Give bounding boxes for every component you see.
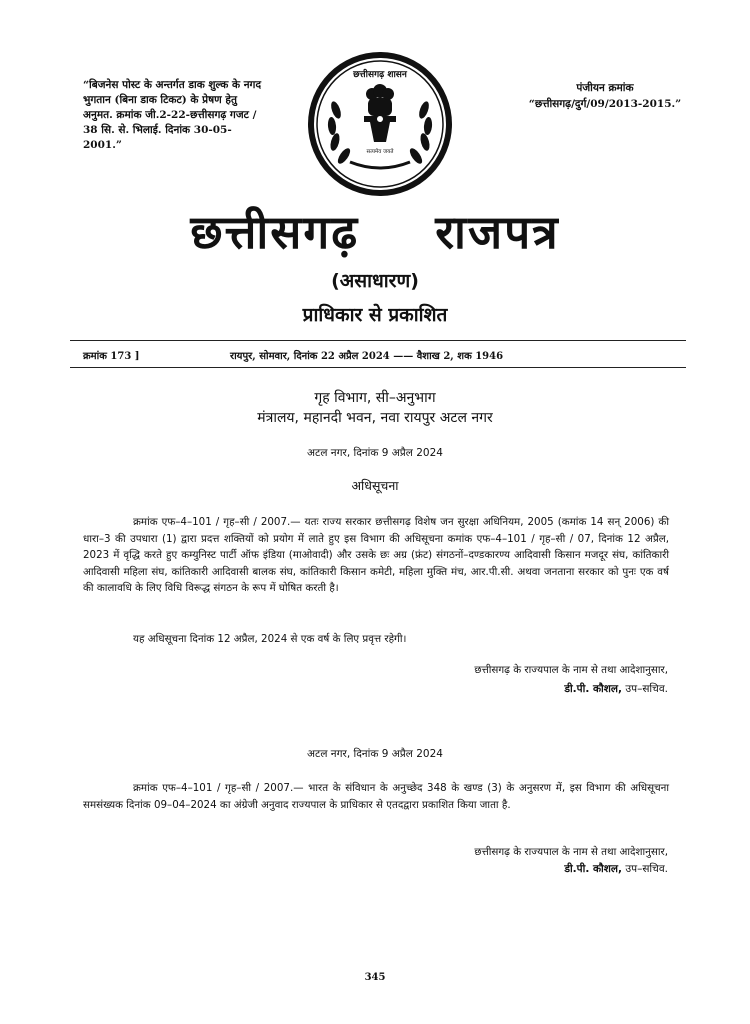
notice2-text: क्रमांक एफ–4–101 / गृह–सी / 2007.— भारत के संविधान के अनुच्छेद 348 के खण्ड (3) के अनुसरण में, इस विभाग की अधिसूचना समसंख्यक दिनांक 09–04–2024 का अंग्रेजी अनुवाद राज्यपाल के प्राधिकार से एतदद्वारा प्रकाशित किया जाता है. bbox=[83, 782, 669, 811]
notice1-signatory bbox=[300, 682, 668, 696]
notice2-date: अटल नगर, दिनांक 9 अप्रैल 2024 bbox=[307, 748, 443, 760]
registration-block bbox=[505, 80, 705, 112]
postal-note: “बिजनेस पोस्ट के अन्तर्गत डाक शुल्क के नगद भुगतान (बिना डाक टिकट) के प्रेषण हेतु अनुमत. क्रमांक जी.2-22-छत्तीसगढ़ गजट / 38 सि. से. भिलाई. दिनांक 30-05-2001.” bbox=[83, 79, 262, 151]
gazette-title-part2: राजपत्र bbox=[435, 205, 560, 259]
notice-heading: अधिसूचना bbox=[351, 478, 399, 493]
notice1-signature-line: छत्तीसगढ़ के राज्यपाल के नाम से तथा आदेशानुसार, bbox=[474, 664, 668, 676]
registration-label: पंजीयन क्रमांक bbox=[576, 82, 634, 94]
published-by: प्राधिकार से प्रकाशित bbox=[302, 304, 448, 326]
notice2-signatory bbox=[300, 862, 668, 876]
notice2-signature-line: छत्तीसगढ़ के राज्यपाल के नाम से तथा आदेशानुसार, bbox=[474, 846, 668, 858]
issue-number: क्रमांक 173 ] bbox=[83, 351, 140, 362]
notice1-text: क्रमांक एफ–4–101 / गृह–सी / 2007.— यतः राज्य सरकार छत्तीसगढ़ विशेष जन सुरक्षा अधिनियम, 2005 (कमांक 14 सन् 2006) की धारा–3 की उपधारा (1) द्वारा प्रदत्त शक्तियों को प्रयोग में लाते हुए इस विभाग की अधिसूचना कमांक एफ–4–101 / गृह–सी / 07, दिनांक 12 अप्रैल, 2023 में वृद्धि करते हुए कम्युनिस्ट पार्टी ऑफ इंडिया (माओवादी) और उसके छः अग्र (फ्रंट) संगठनों–दण्डकारण्य आदिवासी किसान मजदूर संघ, कांतिकारी आदिवासी महिला संघ, कांतिकारी आदिवासी बालक संघ, कांतिकारी किसान कमेटी, महिला मुक्ति मंच, आर.पी.सी. अथवा जनताना सरकार को पुनः एक वर्ष की कालावधि के लिए विधि विरूद्ध संगठन के रूप में घोषित करती है। bbox=[83, 516, 669, 595]
bottom-rule bbox=[70, 367, 686, 368]
notice2-signatory-name: डी.पी. कौशल, bbox=[564, 863, 623, 875]
notice1-signatory-title: उप–सचिव. bbox=[622, 683, 668, 695]
emblem-text-top: छत्तीसगढ़ शासन bbox=[353, 70, 407, 80]
state-emblem bbox=[306, 50, 454, 198]
notice1-signatory-name: डी.पी. कौशल, bbox=[564, 683, 623, 695]
department-address: मंत्रालय, महानदी भवन, नवा रायपुर अटल नगर bbox=[257, 410, 493, 426]
notice1-paragraph bbox=[83, 514, 669, 597]
notice1-effective bbox=[83, 631, 669, 648]
extraordinary-label: (असाधारण) bbox=[331, 270, 419, 292]
notice2-paragraph bbox=[83, 780, 669, 813]
notice1-effective-text: यह अधिसूचना दिनांक 12 अप्रैल, 2024 से एक वर्ष के लिए प्रवृत्त रहेगी। bbox=[133, 633, 407, 645]
page-number: 345 bbox=[364, 972, 386, 983]
top-rule bbox=[70, 340, 686, 341]
notice1-date: अटल नगर, दिनांक 9 अप्रैल 2024 bbox=[307, 447, 443, 459]
issue-date: रायपुर, सोमवार, दिनांक 22 अप्रैल 2024 —— वैशाख 2, शक 1946 bbox=[230, 351, 504, 362]
emblem-motto: सत्यमेव जयते bbox=[366, 149, 394, 155]
gazette-title-part1: छत्तीसगढ़ bbox=[190, 205, 360, 259]
department-name: गृह विभाग, सी–अनुभाग bbox=[314, 390, 436, 406]
gazette-title bbox=[0, 200, 750, 262]
registration-number: “छत्तीसगढ़/दुर्ग/09/2013-2015.” bbox=[528, 98, 682, 110]
notice2-signatory-title: उप–सचिव. bbox=[622, 863, 668, 875]
